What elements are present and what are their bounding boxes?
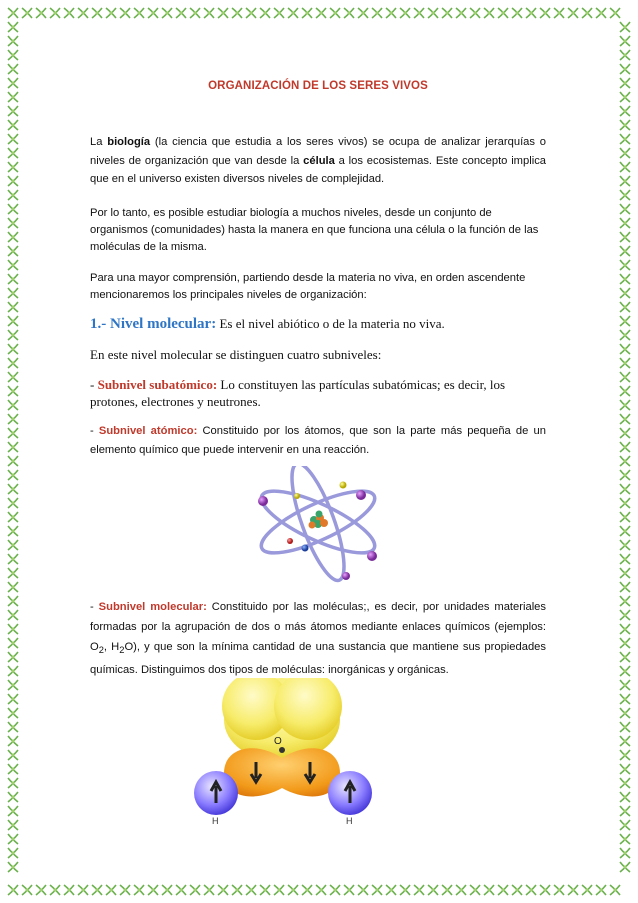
water-molecule-illustration (164, 678, 404, 833)
subnivel-heading: Subnivel subatómico: (97, 377, 218, 392)
subnivel-atomico (90, 422, 546, 459)
subnivel-text: Constituido por los átomos, que son la parte más pequeña de un elemento químico que puede intervenir en una reacción. (90, 425, 546, 456)
subnivel-text: , H (103, 641, 120, 653)
subnivel-text: Constituido por las moléculas;, es decir, por unidades materiales formadas por la agrupación de dos o más átomos mediante enlaces químicos (ejemplos: O (90, 601, 546, 653)
atom-illustration (172, 466, 472, 591)
term-biologia: biología (107, 136, 151, 148)
dash: - (90, 601, 99, 613)
nivel-heading: 1.- Nivel molecular: (90, 316, 217, 332)
text-span: La (90, 136, 108, 148)
hydrogen-label: H (212, 816, 219, 826)
term-celula: célula (303, 154, 335, 167)
subscript: 2 (98, 645, 104, 656)
paragraph-biology (90, 133, 546, 189)
oxygen-label: O (274, 736, 282, 747)
paragraph-comprehension: Para una mayor comprensión, partiendo desde la materia no viva, en orden ascendente mencionaremos los principales niveles de organización: (90, 272, 526, 301)
paragraph-subniveles: En este nivel molecular se distinguen cuatro subniveles: (90, 347, 382, 362)
subnivel-molecular (90, 597, 546, 680)
dash: - (90, 425, 99, 437)
text-span: a los ecosistemas. Este concepto implica que en el universo existen diversos niveles de complejidad. (90, 154, 547, 185)
subnivel-heading: Subnivel atómico: (98, 425, 198, 437)
page-title: ORGANIZACIÓN DE LOS SERES VIVOS (208, 80, 428, 92)
subscript: 2 (119, 645, 125, 656)
heading-nivel-molecular (90, 315, 546, 333)
nivel-description: Es el nivel abiótico o de la materia no viva. (216, 316, 445, 331)
dash: - (90, 377, 98, 392)
text-span: (la ciencia que estudia a los seres vivos) se ocupa de analizar jerarquías o niveles de organización que van desde la (90, 136, 546, 167)
hydrogen-label: H (346, 816, 353, 826)
subnivel-text: Lo constituyen las partículas subatómicas; es decir, los protones, electrones y neutrones. (90, 377, 506, 409)
subnivel-text: O), y que son la mínima cantidad de una sustancia que mantiene sus propiedades químicas. Distinguimos dos tipos de moléculas: inorgánicas y orgánicas. (90, 641, 546, 677)
paragraph-levels: Por lo tanto, es posible estudiar biología a muchos niveles, desde un conjunto de organismos (comunidades) hasta la manera en que funciona una célula o la función de las moléculas de la misma. (90, 207, 539, 253)
subnivel-heading: Subnivel molecular: (98, 601, 207, 613)
subnivel-subatomico (90, 376, 546, 410)
